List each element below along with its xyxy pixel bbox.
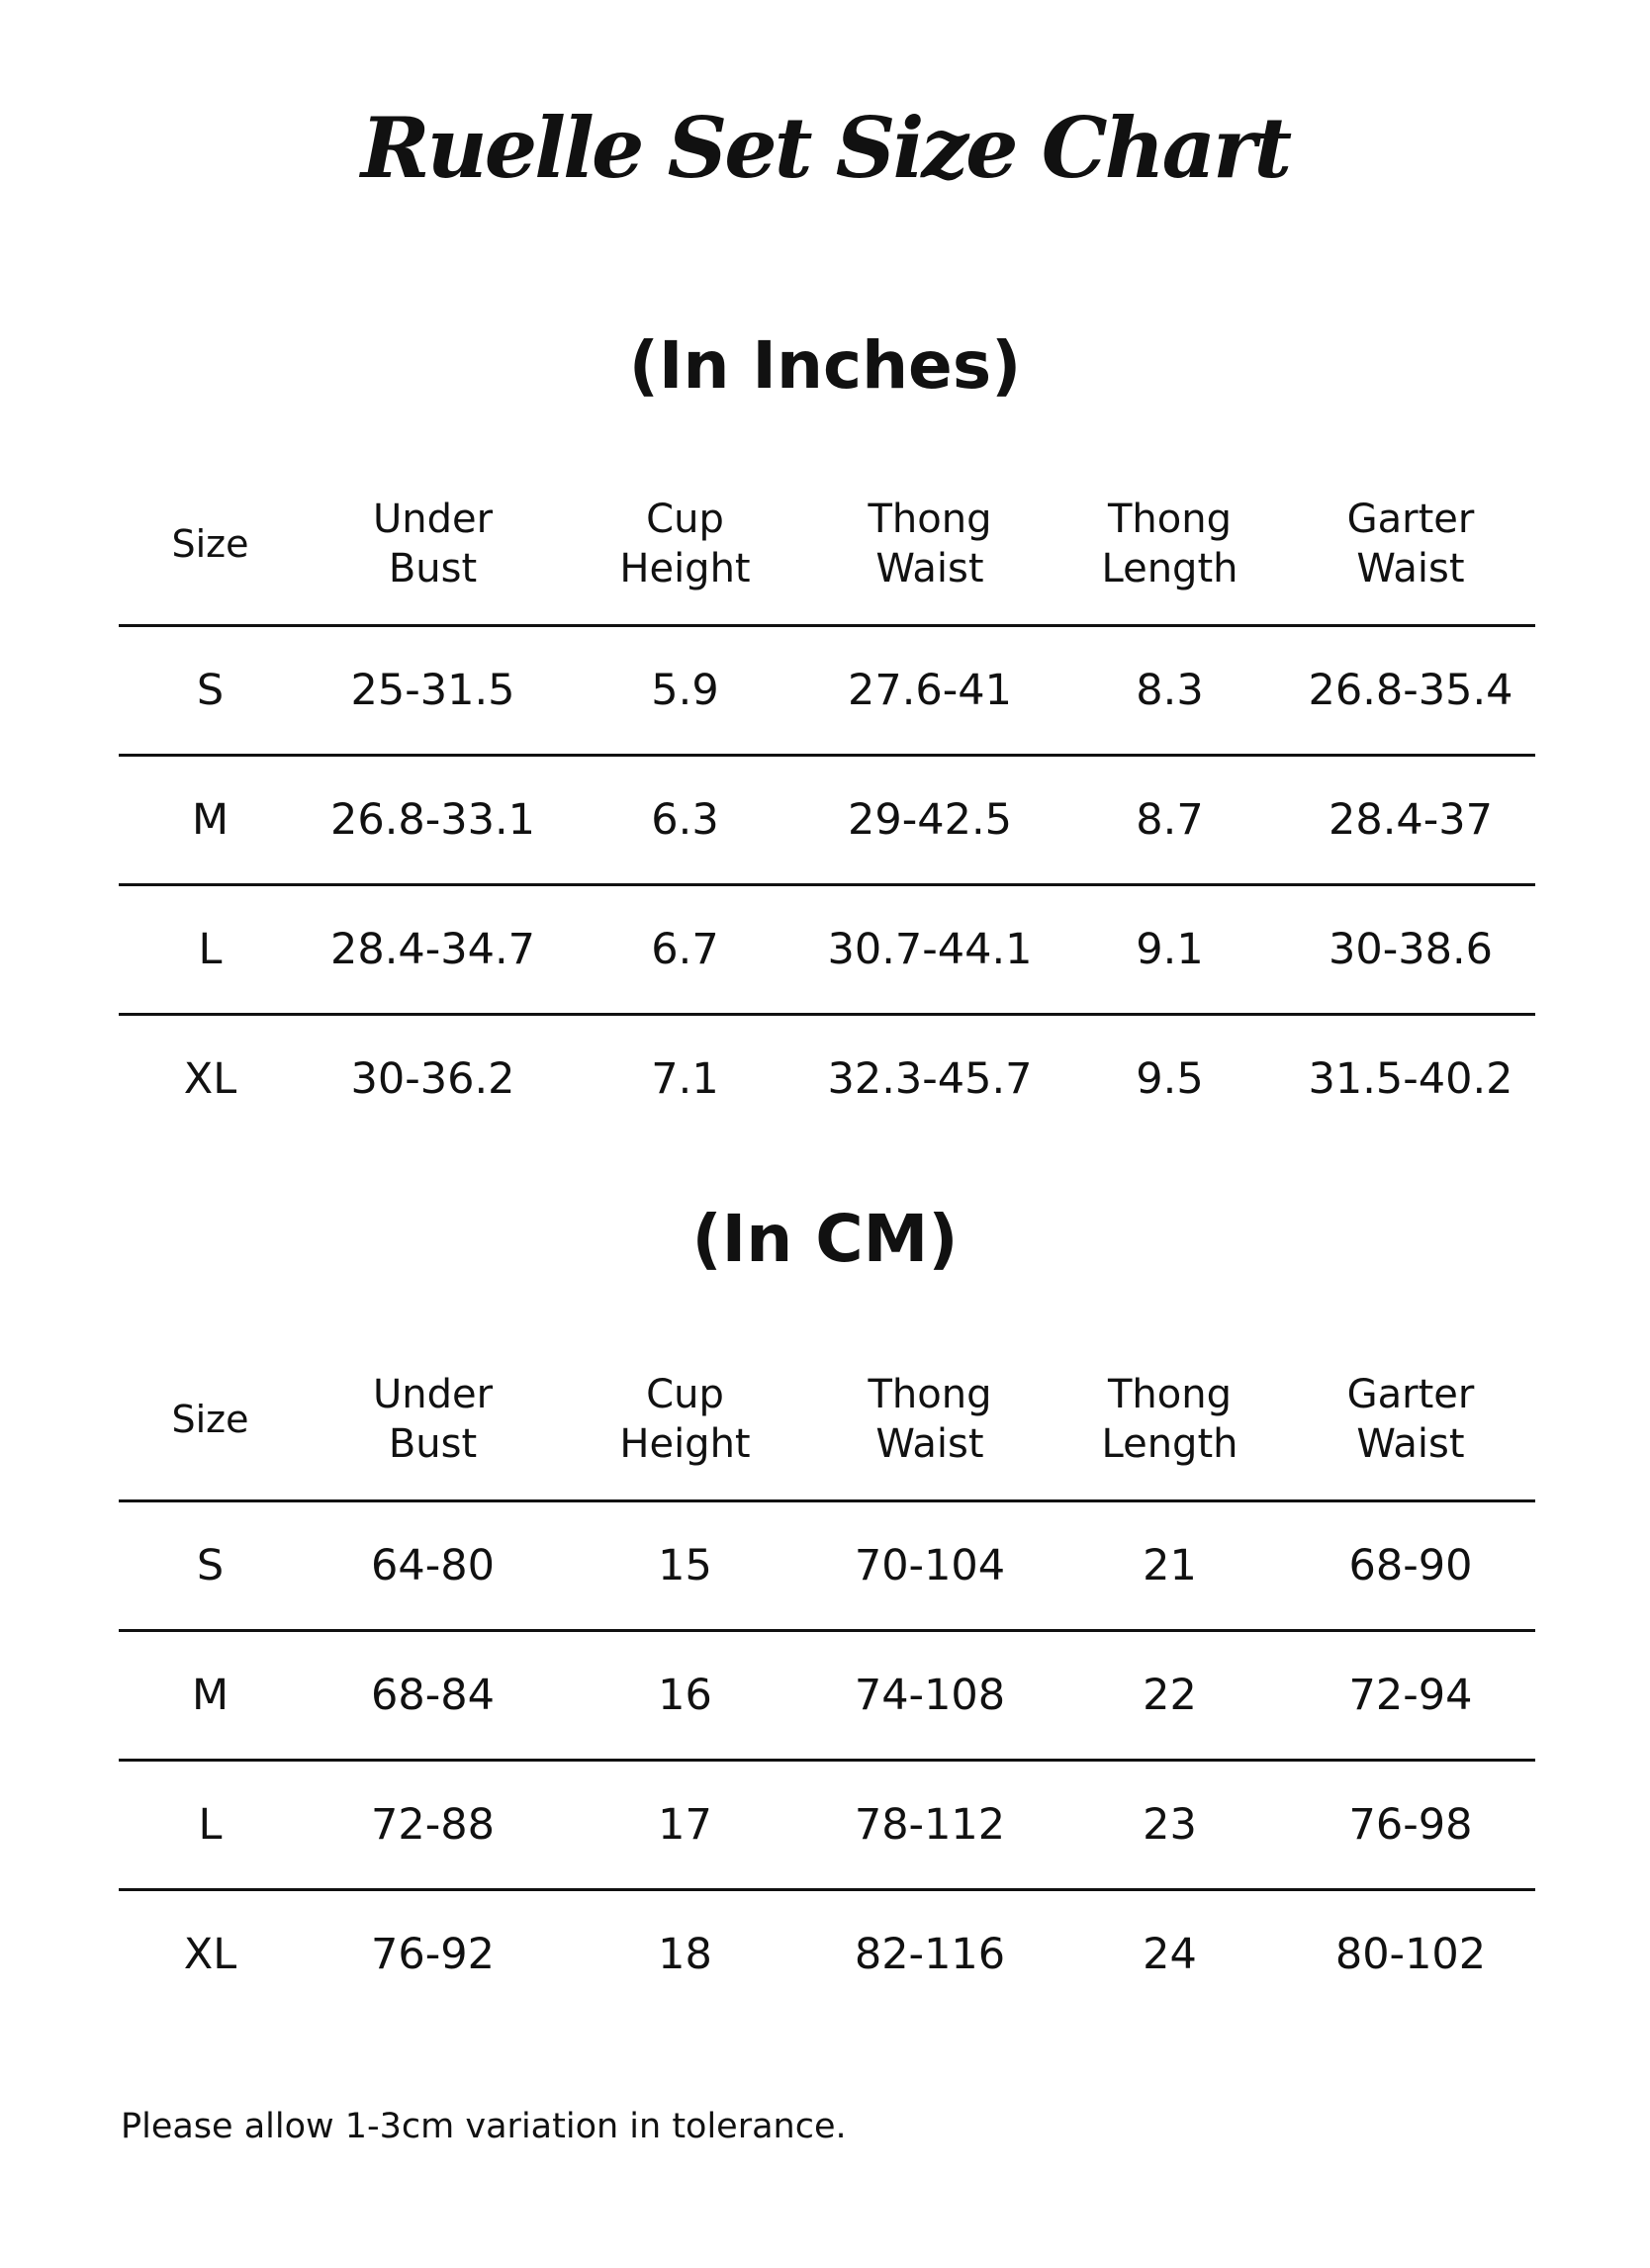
cell-thong-length: 22: [1054, 1630, 1286, 1760]
table-row: [119, 1760, 1535, 1889]
cell-under-bust: 72-88: [302, 1760, 564, 1889]
cell-cup-height: 6.3: [564, 755, 806, 884]
inches-section-title: (In Inches): [628, 327, 1022, 404]
cell-size: M: [119, 1630, 302, 1760]
cell-thong-waist: 74-108: [806, 1630, 1054, 1760]
header-garter-waist: Garter Waist: [1286, 475, 1535, 625]
cell-under-bust: 25-31.5: [350, 665, 515, 715]
cell-garter-waist: 76-98: [1286, 1760, 1535, 1889]
cell-size: L: [119, 884, 302, 1014]
cell-size: L: [119, 1760, 302, 1889]
cell-thong-length: 23: [1054, 1760, 1286, 1889]
cell-garter-waist: 68-90: [1348, 1540, 1473, 1590]
cell-garter-waist: 31.5-40.2: [1286, 1014, 1535, 1143]
cell-size: M: [119, 755, 302, 884]
cell-thong-waist: 29-42.5: [806, 755, 1054, 884]
table-row: [119, 884, 1535, 1014]
header-thong-length: Thong Length: [1054, 475, 1286, 625]
cell-garter-waist: 26.8-35.4: [1308, 665, 1513, 715]
cell-thong-length: 9.5: [1054, 1014, 1286, 1143]
tolerance-note: Please allow 1-3cm variation in tolerance.: [121, 2107, 847, 2146]
table-row: [119, 625, 1535, 755]
header-cup-height: Cup Height: [564, 1350, 806, 1500]
cell-under-bust: 64-80: [371, 1540, 495, 1590]
cell-thong-length: 8.7: [1054, 755, 1286, 884]
cell-cup-height: 16: [564, 1630, 806, 1760]
cell-size: S: [196, 1540, 225, 1590]
table-row: [119, 1889, 1535, 2019]
table-header-row: [119, 1350, 1535, 1500]
header-cup-height: Cup Height: [564, 475, 806, 625]
table-row: [119, 1500, 1535, 1630]
cell-cup-height: 6.7: [564, 884, 806, 1014]
table-row: [119, 1630, 1535, 1760]
header-garter-waist: Garter Waist: [1286, 1350, 1535, 1500]
cell-garter-waist: 28.4-37: [1286, 755, 1535, 884]
header-thong-waist: Thong Waist: [806, 475, 1054, 625]
cell-thong-length: 9.1: [1054, 884, 1286, 1014]
cell-thong-waist: 78-112: [806, 1760, 1054, 1889]
header-size: Size: [119, 475, 302, 625]
cell-size: XL: [119, 1014, 302, 1143]
table-row: [119, 1014, 1535, 1143]
cell-thong-length: 24: [1054, 1889, 1286, 2019]
cell-under-bust: 30-36.2: [302, 1014, 564, 1143]
cm-section-title: (In CM): [691, 1201, 959, 1277]
cell-under-bust: 68-84: [302, 1630, 564, 1760]
cell-garter-waist: 72-94: [1286, 1630, 1535, 1760]
cell-cup-height: 18: [564, 1889, 806, 2019]
cell-size: XL: [119, 1889, 302, 2019]
cell-thong-waist: 32.3-45.7: [806, 1014, 1054, 1143]
cell-thong-waist: 30.7-44.1: [806, 884, 1054, 1014]
page-title: Ruelle Set Size Chart: [360, 99, 1290, 197]
cell-thong-waist: 70-104: [854, 1540, 1006, 1590]
cell-cup-height: 15: [658, 1540, 712, 1590]
header-size: Size: [119, 1350, 302, 1500]
header-thong-waist: Thong Waist: [806, 1350, 1054, 1500]
cell-garter-waist: 80-102: [1286, 1889, 1535, 2019]
cell-under-bust: 28.4-34.7: [302, 884, 564, 1014]
inches-size-table: [119, 475, 1535, 1143]
header-under-bust: Under Bust: [302, 1350, 564, 1500]
cm-size-table: [119, 1350, 1535, 2019]
cell-thong-waist: 82-116: [806, 1889, 1054, 2019]
cell-thong-waist: 27.6-41: [848, 665, 1012, 715]
cell-cup-height: 5.9: [651, 665, 719, 715]
cell-under-bust: 26.8-33.1: [302, 755, 564, 884]
cell-cup-height: 17: [564, 1760, 806, 1889]
cell-thong-length: 21: [1143, 1540, 1197, 1590]
table-row: [119, 755, 1535, 884]
cell-thong-length: 8.3: [1136, 665, 1204, 715]
header-under-bust: Under Bust: [302, 475, 564, 625]
cell-under-bust: 76-92: [302, 1889, 564, 2019]
header-thong-length: Thong Length: [1054, 1350, 1286, 1500]
cell-cup-height: 7.1: [564, 1014, 806, 1143]
table-header-row: [119, 475, 1535, 625]
cell-garter-waist: 30-38.6: [1286, 884, 1535, 1014]
cell-size: S: [196, 665, 225, 715]
